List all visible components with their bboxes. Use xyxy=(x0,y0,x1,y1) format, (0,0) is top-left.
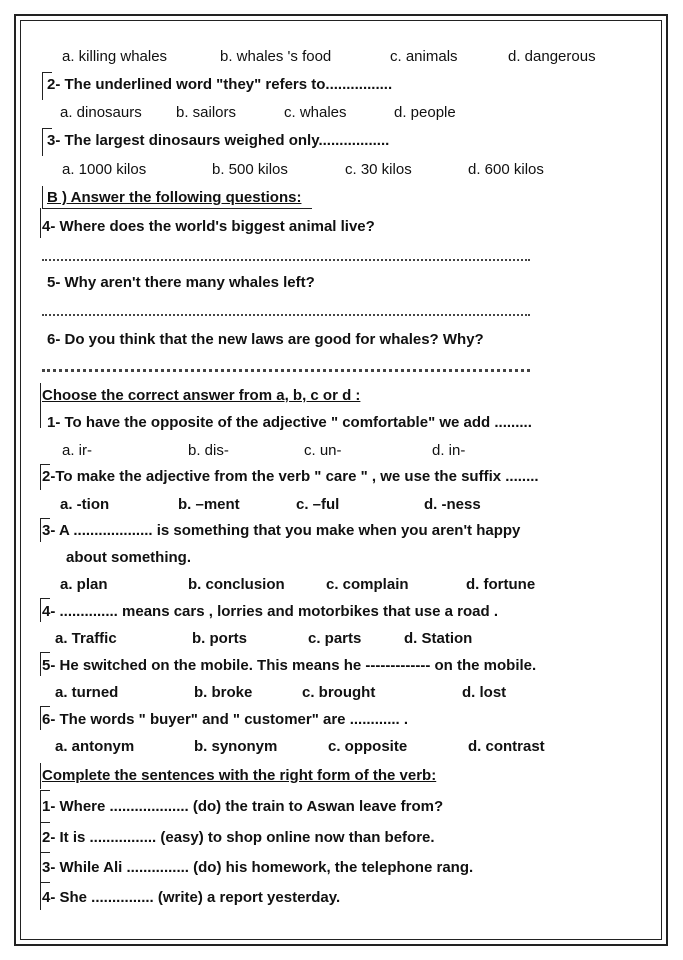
section-b-q6: 6- Do you think that the new laws are good for whales? Why? xyxy=(47,331,484,348)
vocab-q6-option-c: c. opposite xyxy=(328,738,408,755)
verbs-s4: 4- She ............... (write) a report yesterday. xyxy=(42,889,341,906)
vocab-q4-question: 4- .............. means cars , lorries and motorbikes that use a road . xyxy=(42,603,498,620)
row-marker-bar xyxy=(42,72,43,100)
row-marker xyxy=(40,790,50,791)
q2-option-c: c. whales xyxy=(284,104,347,121)
q1-option-c: c. animals xyxy=(390,48,458,65)
section-b-q4: 4- Where does the world's biggest animal live? xyxy=(42,218,375,235)
vocab-q3-question: 3- A ................... is something that you make when you aren't happy xyxy=(42,522,521,539)
vocab-q4-option-a: a. Traffic xyxy=(55,630,117,647)
row-marker xyxy=(40,518,50,519)
vocab-q4-option-b: b. ports xyxy=(192,630,247,647)
section-b-heading: B ) Answer the following questions: xyxy=(47,189,302,206)
row-marker-bar xyxy=(40,706,41,730)
q3-option-d: d. 600 kilos xyxy=(468,161,544,178)
q3-option-b: b. 500 kilos xyxy=(212,161,288,178)
vocab-q4-option-d: d. Station xyxy=(404,630,473,647)
answer-line-q5 xyxy=(42,314,530,316)
vocab-q3-option-d: d. fortune xyxy=(466,576,536,593)
vocab-q2-option-c: c. –ful xyxy=(296,496,340,513)
row-marker xyxy=(40,822,50,823)
row-marker-bar xyxy=(42,186,43,208)
verbs-s3: 3- While Ali ............... (do) his homework, the telephone rang. xyxy=(42,859,474,876)
q2-question: 2- The underlined word "they" refers to................ xyxy=(47,76,393,93)
vocab-heading: Choose the correct answer from a, b, c or d : xyxy=(42,387,361,404)
row-marker-bar xyxy=(40,652,41,676)
vocab-q5-option-a: a. turned xyxy=(55,684,119,701)
vocab-q1-option-a: a. ir- xyxy=(62,442,92,459)
q2-option-b: b. sailors xyxy=(176,104,237,121)
vocab-q5-option-c: c. brought xyxy=(302,684,376,701)
verbs-s1: 1- Where ................... (do) the train to Aswan leave from? xyxy=(42,798,444,815)
row-marker-bar xyxy=(42,128,43,156)
vocab-q3-option-a: a. plan xyxy=(60,576,108,593)
vocab-q5-option-b: b. broke xyxy=(194,684,253,701)
answer-line-q4 xyxy=(42,259,530,261)
vocab-q5-option-d: d. lost xyxy=(462,684,507,701)
vocab-q1-option-b: b. dis- xyxy=(188,442,229,459)
row-marker-bar xyxy=(40,464,41,490)
vocab-q1-option-d: d. in- xyxy=(432,442,466,459)
q2-option-d: d. people xyxy=(394,104,456,121)
row-marker-bar xyxy=(40,518,41,542)
row-marker-bar xyxy=(40,763,41,789)
row-marker xyxy=(40,852,50,853)
q1-option-d: d. dangerous xyxy=(508,48,596,65)
verbs-s2: 2- It is ................ (easy) to shop online now than before. xyxy=(42,829,435,846)
row-marker xyxy=(40,652,50,653)
section-b-q5: 5- Why aren't there many whales left? xyxy=(47,274,315,291)
vocab-q1-question: 1- To have the opposite of the adjective " comfortable" we add ......... xyxy=(47,414,532,431)
vocab-q6-option-b: b. synonym xyxy=(194,738,278,755)
vocab-q2-option-d: d. -ness xyxy=(424,496,481,513)
q3-option-c: c. 30 kilos xyxy=(345,161,412,178)
q1-option-a: a. killing whales xyxy=(62,48,168,65)
vocab-q6-question: 6- The words " buyer" and " customer" are ............ . xyxy=(42,711,409,728)
row-marker xyxy=(40,882,50,883)
vocab-q2-option-a: a. -tion xyxy=(60,496,110,513)
row-marker xyxy=(42,128,52,129)
q3-question: 3- The largest dinosaurs weighed only................. xyxy=(47,132,390,149)
answer-line-q6 xyxy=(42,369,530,372)
row-marker-bar xyxy=(40,383,41,428)
verbs-heading: Complete the sentences with the right form of the verb: xyxy=(42,767,437,784)
row-marker-bar xyxy=(40,790,41,910)
vocab-q2-question: 2-To make the adjective from the verb " care " , we use the suffix ........ xyxy=(42,468,539,485)
row-marker xyxy=(40,464,50,465)
row-marker xyxy=(40,598,50,599)
vocab-q1-option-c: c. un- xyxy=(304,442,342,459)
vocab-q6-option-a: a. antonym xyxy=(55,738,135,755)
section-b-rule xyxy=(42,208,312,209)
vocab-q4-option-c: c. parts xyxy=(308,630,362,647)
vocab-q3-option-c: c. complain xyxy=(326,576,409,593)
vocab-q3-question-cont: about something. xyxy=(66,549,191,566)
q2-option-a: a. dinosaurs xyxy=(60,104,142,121)
vocab-q5-question: 5- He switched on the mobile. This means he ------------- on the mobile. xyxy=(42,657,537,674)
q3-option-a: a. 1000 kilos xyxy=(62,161,147,178)
vocab-q2-option-b: b. –ment xyxy=(178,496,240,513)
row-marker xyxy=(40,706,50,707)
vocab-q3-option-b: b. conclusion xyxy=(188,576,285,593)
row-marker xyxy=(42,72,52,73)
vocab-q6-option-d: d. contrast xyxy=(468,738,545,755)
row-marker-bar xyxy=(40,208,41,238)
row-marker-bar xyxy=(40,598,41,622)
q1-option-b: b. whales 's food xyxy=(220,48,332,65)
